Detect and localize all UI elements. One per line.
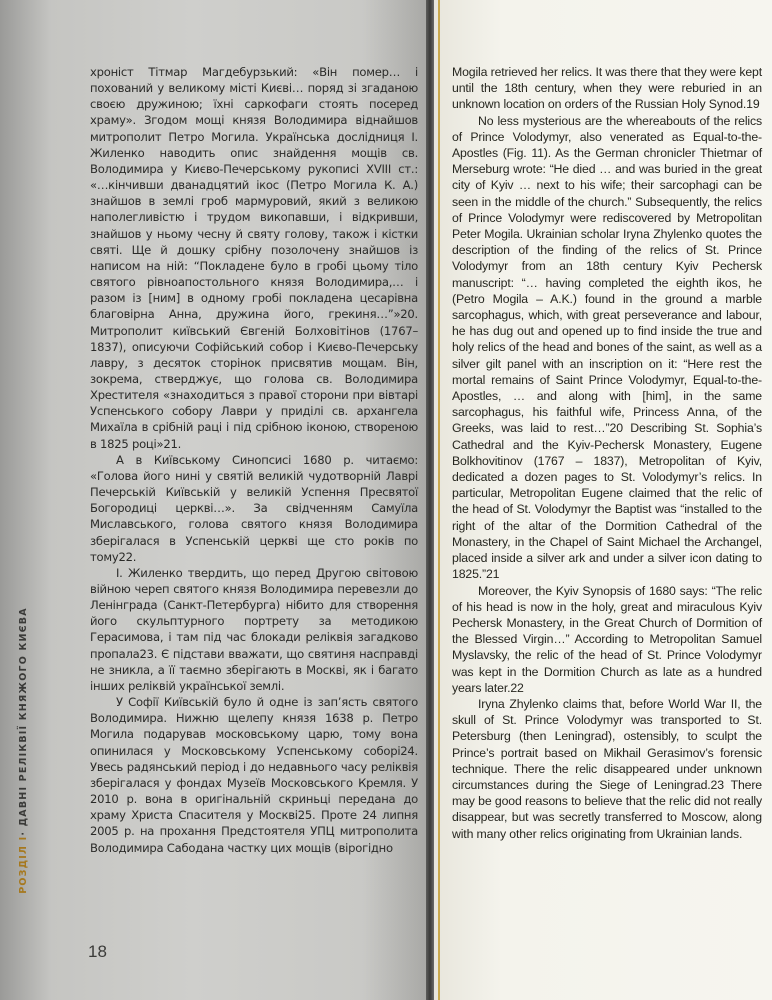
- side-chapter-title: · ДАВНІ РЕЛІКВІЇ КНЯЖОГО КИЄВА: [17, 606, 29, 836]
- side-chapter-label: [14, 600, 32, 900]
- left-paragraph-2: А в Київському Синопсисі 1680 р. читаємо: «Голова його нині у святій великій чудотворній Лаврі Печерській Київській у великій Успення Пресвятої Богородиці церкві…». За свідченням Самуїла Миславського, голова святого князя Володимира зберігалася в Успенській церкві ще сто років по тому22.: [90, 452, 418, 564]
- page-number: 18: [88, 942, 107, 961]
- left-text-column: [90, 64, 418, 856]
- right-paragraph-1: Mogila retrieved her relics. It was there that they were kept until the 18th century, when they were reburied in an unknown location on orders of the Russian Holy Synod.19: [452, 65, 762, 112]
- right-paragraph-4: Iryna Zhylenko claims that, before World War II, the skull of St. Prince Volodymyr was transported to St. Petersburg (then Leningrad), ostensibly, to sculpt the Prince’s portrait based on Mikhail Gerasimov’s forensic technique. There the relic disappeared under unknown circumstances during the Siege of Leningrad.23 There may be good reasons to believe that the relic did not really disappear, but was secretly transferred to Moscow, along with many other relics originating from Ukrainian lands.: [452, 696, 762, 841]
- book-spine: [426, 0, 434, 1000]
- left-paragraph-3: І. Жиленко твердить, що перед Другою світовою війною череп святого князя Володимира перевезли до Ленінграда (Санкт-Петербурга) нібито для створення його скульптурного портрету за методикою Герасимова, і там під час блокади реліквія загадково пропала23. Є підстави вважати, що святиня насправді не зникла, а її таємно зберігають в Москві, як і багато інших реліквій української землі.: [90, 565, 418, 693]
- right-text-column: [452, 64, 762, 842]
- left-paragraph-1: хроніст Тітмар Магдебурзький: «Він помер… і похований у великому місті Києві… поряд зі згаданою своєю дружиною; їхні саркофаги стоять посеред храму». Згодом мощі князя Володимира віднайшов митрополит Петро Могила. Українська дослідниця І. Жиленко наводить опис знайдення мощів св. Володимира у Києво-Печерському рукописі XVIII ст.: «…кінчивши дванадцятий ікос (Петро Могила К. А.) знайшов в землі гроб мармуровий, який з великою наполегливістю і трудом викопавши, і відкривши, знайшов у ньому чесну й святу голову, також і кістки святі. Ще й дошку срібну позолочену знайшов із написом на ній: “Покладене було в гробі цьому тіло святого рівноапостольного князя Володимира,… і разом із [ним] в одному гробі покладена цесарівна благовірна Анна, дружина його, грекиня…”»20. Митрополит київський Євгеній Болховітінов (1767–1837), описуючи Софійський собор і Києво-Печерську лавру, з десяток сторінок присвятив мощам. Він, зокрема, стверджує, що голова св. Володимира Хрестителя «знаходиться з правої сторони при вівтарі Успенського собору Лаври у приділі св. архангела Михаїла в срібній раці і під срібною іконою, створеною в 1825 році»21.: [90, 65, 418, 451]
- gold-margin-rule: [438, 0, 440, 1000]
- left-paragraph-4: У Софії Київській було й одне із зап’ясть святого Володимира. Нижню щелепу князя 1638 р. Петро Могила подарував московському царю, тому вона опинилася у Московському Успенському соборі24. Увесь радянський період і до недавнього часу реліквія зберігалася у фондах Музеїв Московського Кремля. У 2010 р. вона в оригінальній скриньці передана до храму Христа Спасителя у Москві25. Проте 24 липня 2005 р. на прохання Предстоятеля УПЦ митрополита Володимира Сабодана частку цих мощів (вірогідно: [90, 695, 418, 855]
- side-chapter-text: [18, 607, 29, 894]
- right-paragraph-3: Moreover, the Kyiv Synopsis of 1680 says: “The relic of his head is now in the holy, great and miraculous Kyiv Pechersk Monastery, in the Great Church of Dormition of the Blessed Virgin…” According to Metropolitan Samuel Myslavsky, the relic of the head of St. Prince Volodymyr was kept in the Dormition Church as late as a hundred years later.22: [452, 583, 762, 695]
- right-paragraph-2: No less mysterious are the whereabouts of the relics of Prince Volodymyr, also venerated as Equal-to-the-Apostles (Fig. 11). As the German chronicler Thietmar of Merseburg wrote: “He died … and was buried in the great city of Kyiv … next to his wife; their sarcophagi can be seen in the middle of the church.” Subsequently, the relics of Prince Volodymyr were rediscovered by Metropolitan Peter Mogila. Ukrainian scholar Iryna Zhylenko quotes the description of the finding of the relics of St. Prince Volodymyr from an 18th century Kyiv Pechersk manuscript: “… having completed the eighth ikos, he (Petro Mogila – A.K.) found in the ground a marble sarcophagus, which, with great perseverance and labour, he has dug out and opened up to find inside the true and holy relics of the head and bones of the saint, as well as a silver gilt panel with an inscription on it: “Here rest the mortal remains of Saint Prince Volodymyr, Equal-to-the-Apostles, … and along with [him], in the same sarcophagus, his faithful wife, Princess Anna, of the Greeks, was laid to rest…”20 Describing St. Sophia’s Cathedral and the Kyiv-Pechersk Monastery, Eugene Bolkhovitinov (1767 – 1837), Metropolitan of Kyiv, dedicated a dozen pages to St. Volodymyr’s relics. In particular, Metropolitan Eugene claimed that the relic of the head of St. Volodymyr the Baptist was “installed to the right of the altar of the Dormition Cathedral of the Monastery, in the Chapel of Saint Michael the Archangel, placed inside a silver ark and under a silver icon dating to 1825.”21: [452, 113, 762, 582]
- side-chapter-section: РОЗДІЛ І: [17, 835, 29, 894]
